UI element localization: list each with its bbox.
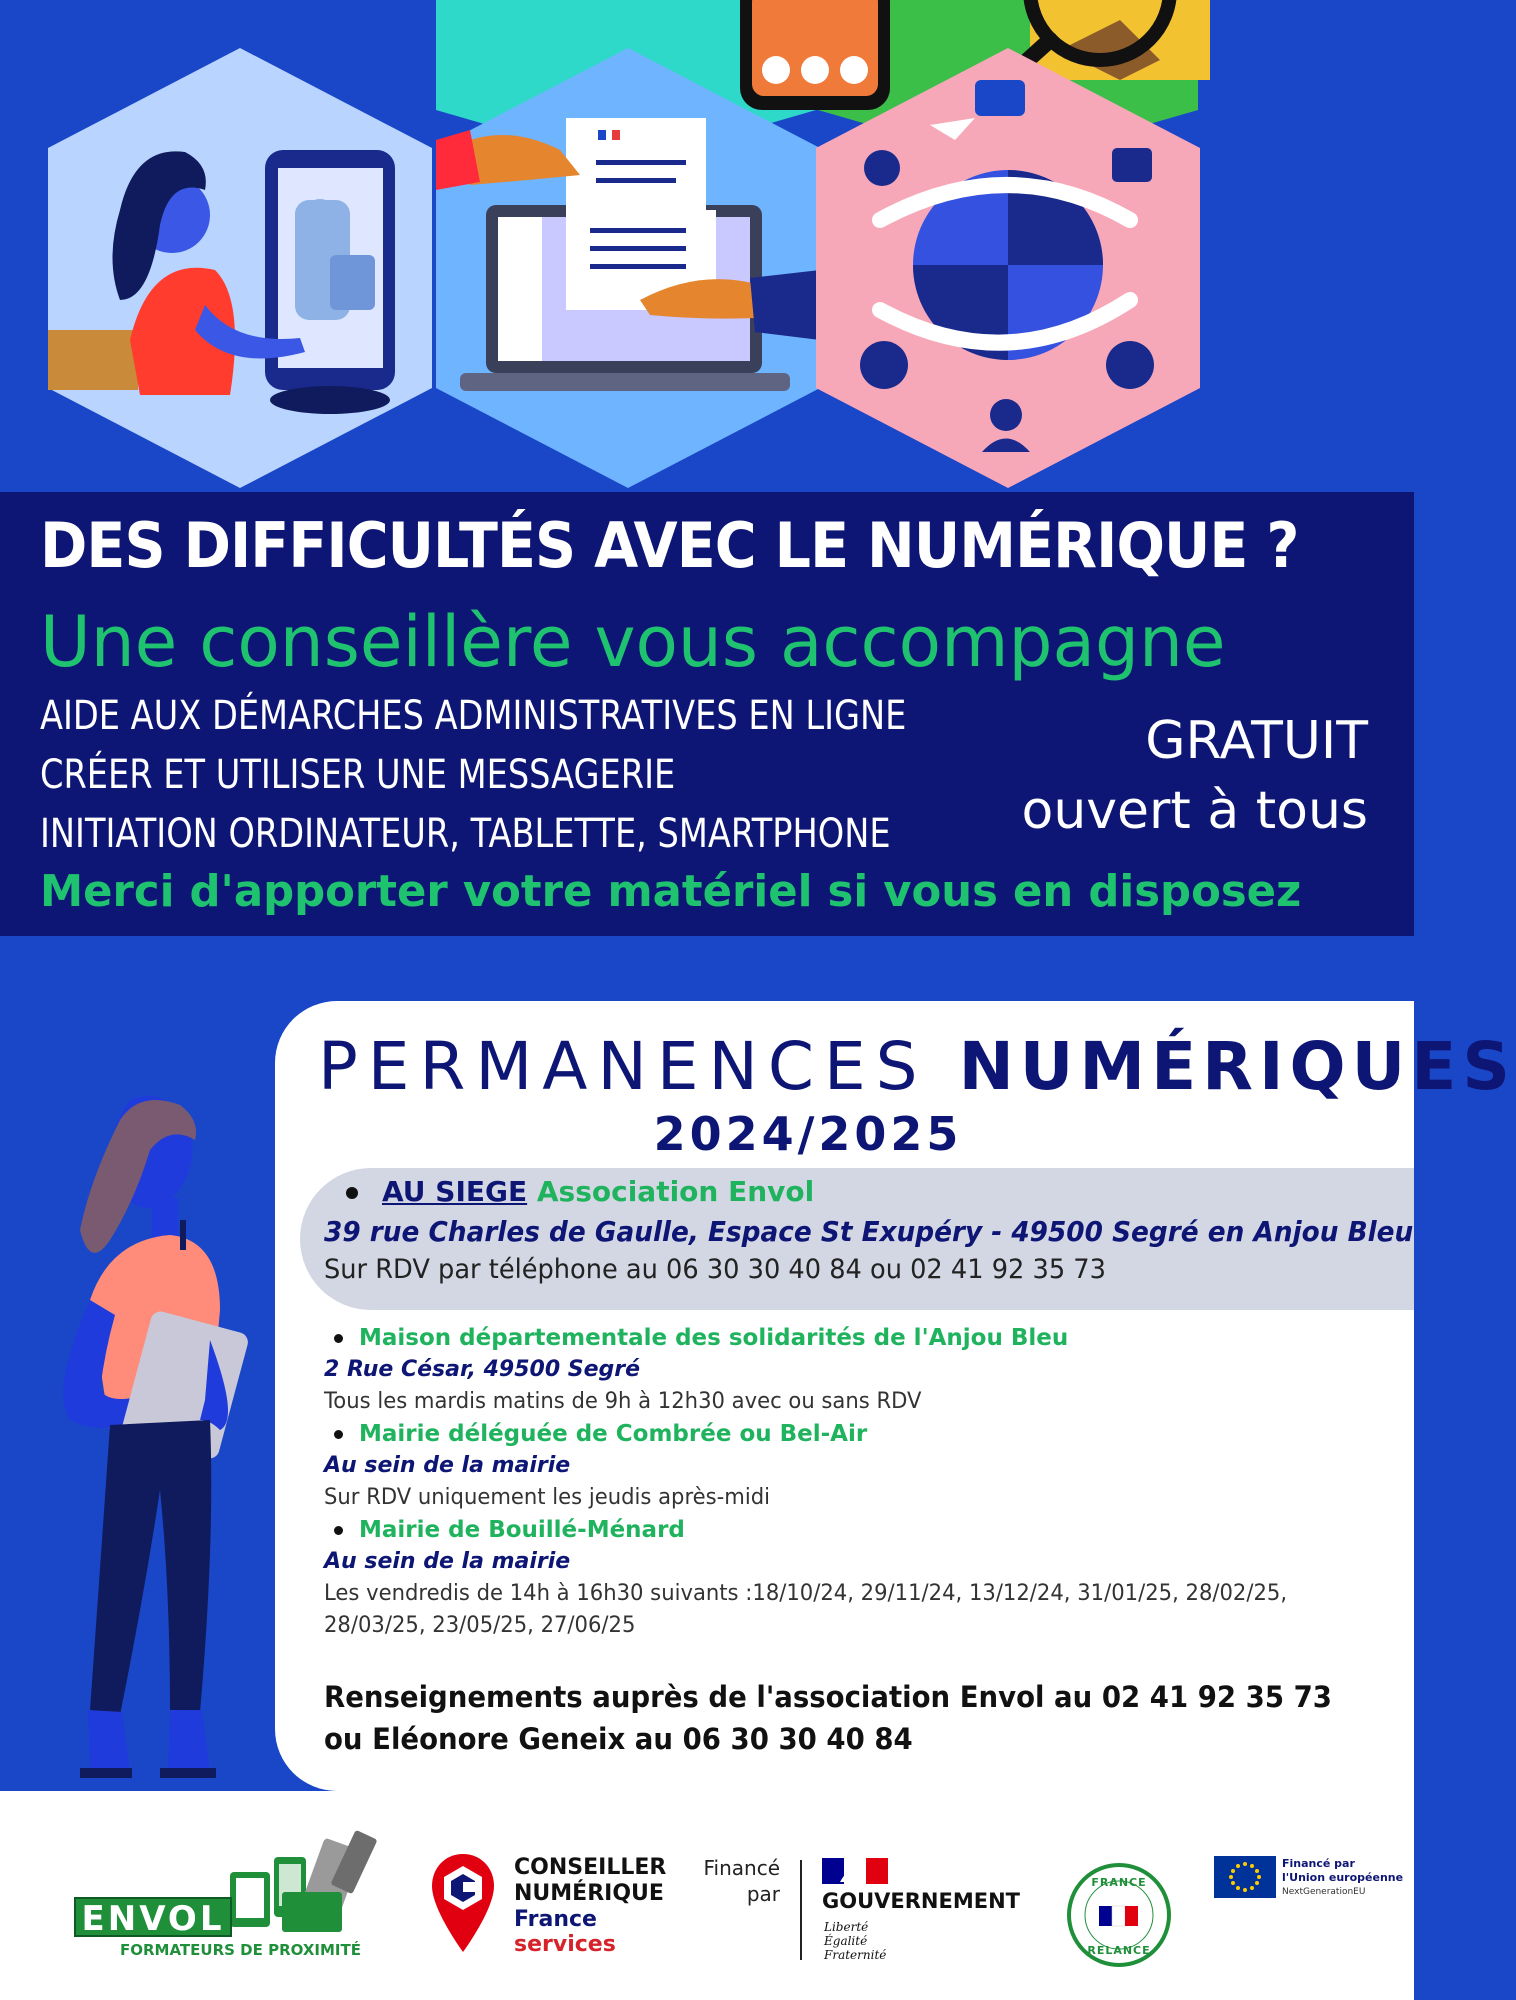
- location-name-text: Mairie de Bouillé-Ménard: [359, 1517, 685, 1543]
- free-label: GRATUIT: [1145, 711, 1368, 771]
- motto-text: Égalité: [824, 1934, 868, 1948]
- gouvernement-text: GOUVERNEMENT: [822, 1889, 1020, 1913]
- services-text: services: [514, 1932, 616, 1957]
- location-detail: Sur RDV uniquement les jeudis après-midi: [324, 1485, 771, 1510]
- siege-label: AU SIEGE: [382, 1175, 528, 1208]
- location-address: 2 Rue César, 49500 Segré: [324, 1357, 641, 1382]
- financed-by-label: Financé: [703, 1856, 780, 1880]
- open-to-all-label: ouvert à tous: [1021, 781, 1368, 841]
- service-item: CRÉER ET UTILISER UNE MESSAGERIE: [40, 752, 676, 798]
- siege-heading: [346, 1172, 814, 1212]
- marianne-flag-icon: [822, 1858, 888, 1884]
- location-detail: Tous les mardis matins de 9h à 12h30 avec ou sans RDV: [324, 1389, 922, 1414]
- france-text: France: [514, 1907, 597, 1932]
- envol-logo-text: ENVOL: [74, 1897, 232, 1937]
- location-address: Au sein de la mairie: [324, 1549, 571, 1574]
- conseiller-numerique-text: CONSEILLER: [514, 1855, 667, 1880]
- contact-info: ou Eléonore Geneix au 06 30 30 40 84: [324, 1722, 913, 1756]
- conseiller-numerique-text: NUMÉRIQUE: [514, 1881, 664, 1906]
- motto-text: Fraternité: [824, 1948, 887, 1962]
- hero-illustration: [0, 0, 1414, 492]
- siege-contact: Sur RDV par téléphone au 06 30 30 40 84 ou 02 41 92 35 73: [324, 1254, 1106, 1285]
- svg-text:FRANCE: FRANCE: [1091, 1876, 1147, 1889]
- equipment-note: Merci d'apporter votre matériel si vous en disposez: [40, 866, 1302, 917]
- woman-with-tablet-illustration: [20, 1090, 280, 1790]
- page-subtitle: Une conseillère vous accompagne: [40, 601, 1226, 683]
- eu-flag-icon: [1214, 1856, 1276, 1898]
- permanences-title: [318, 1022, 1516, 1112]
- siege-address: 39 rue Charles de Gaulle, Espace St Exupéry - 49500 Segré en Anjou Bleu: [324, 1215, 1414, 1248]
- location-name: [334, 1514, 685, 1546]
- bullet-icon: [346, 1187, 358, 1199]
- location-detail: Les vendredis de 14h à 16h30 suivants :18/10/24, 29/11/24, 13/12/24, 31/01/25, 28/02/25,: [324, 1581, 1288, 1606]
- service-item: INITIATION ORDINATEUR, TABLETTE, SMARTPHONE: [40, 811, 891, 857]
- envol-tagline: FORMATEURS DE PROXIMITÉ: [120, 1941, 361, 1959]
- siege-organization: Association Envol: [536, 1175, 815, 1208]
- location-name-text: Mairie déléguée de Combrée ou Bel-Air: [359, 1421, 868, 1447]
- france-relance-logo: [1066, 1862, 1172, 1968]
- season-label: 2024/2025: [653, 1107, 963, 1161]
- divider: [800, 1860, 802, 1960]
- contact-info: Renseignements auprès de l'association Envol au 02 41 92 35 73: [324, 1680, 1332, 1714]
- bullet-icon: [334, 1526, 343, 1535]
- eu-financed-text: Financé par: [1282, 1857, 1355, 1870]
- bullet-icon: [334, 1430, 343, 1439]
- eu-financed-text: l'Union européenne: [1282, 1871, 1404, 1884]
- location-detail: 28/03/25, 23/05/25, 27/06/25: [324, 1613, 636, 1638]
- title-bold: NUMÉRIQUES: [958, 1028, 1516, 1105]
- financed-by-label: par: [746, 1882, 780, 1906]
- svg-text:RELANCE: RELANCE: [1087, 1944, 1151, 1957]
- next-generation-eu-text: NextGenerationEU: [1282, 1887, 1366, 1897]
- location-address: Au sein de la mairie: [324, 1453, 571, 1478]
- bullet-icon: [334, 1334, 343, 1343]
- partner-logos-footer: [0, 1791, 1414, 2000]
- page-title: DES DIFFICULTÉS AVEC LE NUMÉRIQUE ?: [40, 509, 1299, 582]
- location-name-text: Maison départementale des solidarités de l'Anjou Bleu: [359, 1325, 1069, 1351]
- location-name: [334, 1418, 867, 1450]
- service-item: AIDE AUX DÉMARCHES ADMINISTRATIVES EN LIGNE: [40, 693, 907, 739]
- envol-devices-icon: [230, 1832, 380, 1942]
- title-light: PERMANENCES: [318, 1028, 928, 1105]
- location-name: [334, 1322, 1068, 1354]
- location-pin-icon: [430, 1852, 496, 1954]
- motto-text: Liberté: [824, 1920, 869, 1934]
